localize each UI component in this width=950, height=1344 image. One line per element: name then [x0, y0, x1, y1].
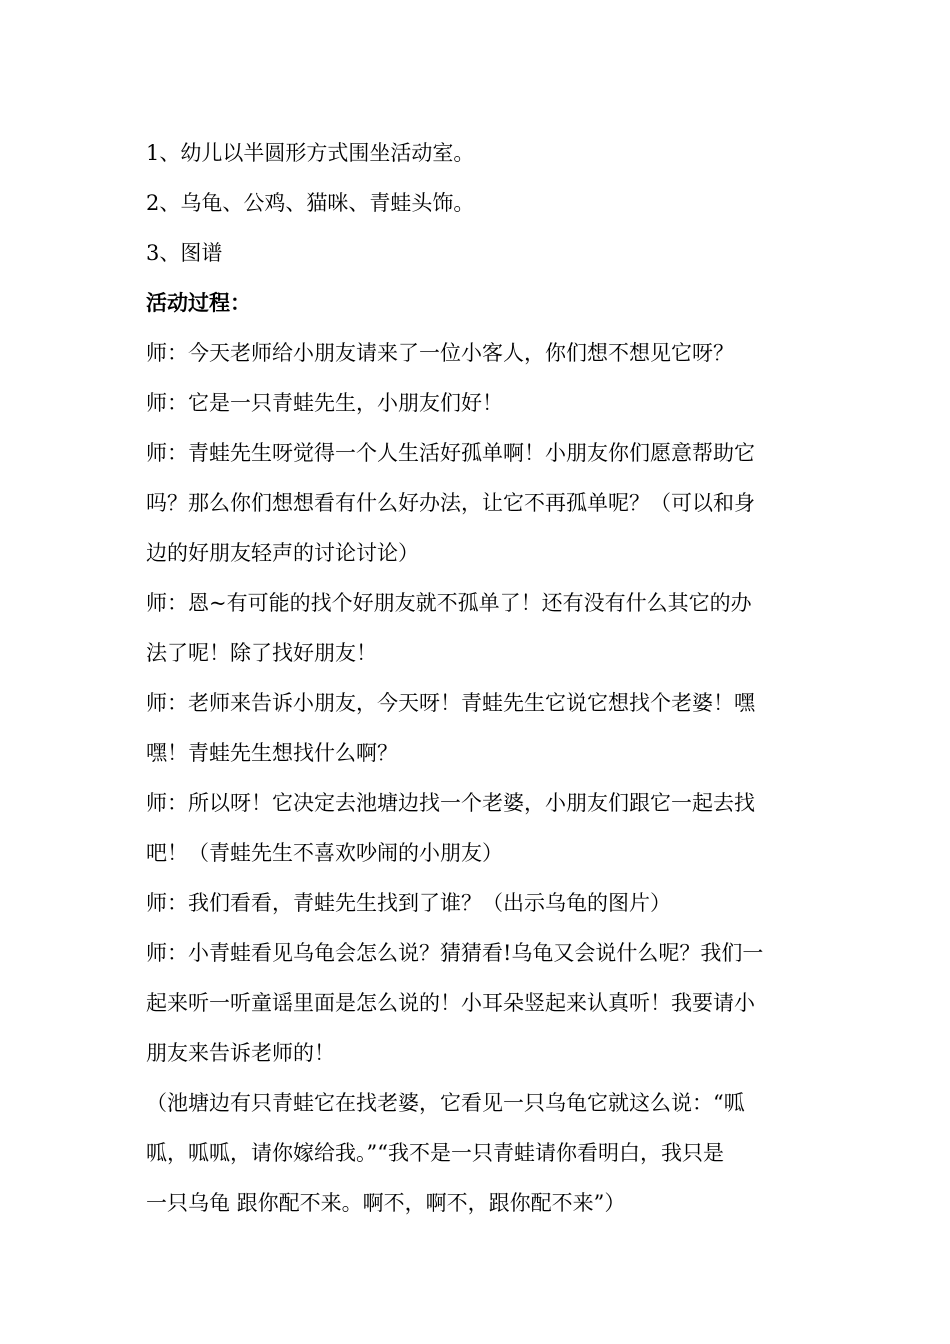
- paragraph-line: 吧！（青蛙先生不喜欢吵闹的小朋友）: [146, 841, 503, 865]
- paragraph-line: 边的好朋友轻声的讨论讨论）: [146, 541, 419, 565]
- paragraph-line: （池塘边有只青蛙它在找老婆，它看见一只乌龟它就这么说：“呱: [146, 1091, 745, 1115]
- material-item-3: 3、图谱: [146, 241, 223, 265]
- paragraph-line: 师：小青蛙看见乌龟会怎么说？猜猜看!乌龟又会说什么呢？我们一: [146, 941, 764, 965]
- paragraph-line: 呱，呱呱，请你嫁给我。”“我不是一只青蛙请你看明白，我只是: [146, 1141, 724, 1165]
- paragraph-line: 嘿！青蛙先生想找什么啊？: [146, 741, 398, 765]
- paragraph-line: 师：我们看看，青蛙先生找到了谁？（出示乌龟的图片）: [146, 891, 671, 915]
- document-page: [146, 128, 806, 1228]
- paragraph-line: 师：今天老师给小朋友请来了一位小客人，你们想不想见它呀？: [146, 341, 734, 365]
- paragraph-line: 一只乌龟 跟你配不来。啊不，啊不，跟你配不来”）: [146, 1191, 626, 1215]
- paragraph-line: 师：青蛙先生呀觉得一个人生活好孤单啊！小朋友你们愿意帮助它: [146, 441, 755, 465]
- paragraph-line: 法了呢！除了找好朋友！: [146, 641, 377, 665]
- paragraph-line: 起来听一听童谣里面是怎么说的！小耳朵竖起来认真听！我要请小: [146, 991, 755, 1015]
- paragraph-line: 吗？那么你们想想看有什么好办法，让它不再孤单呢？（可以和身: [146, 491, 755, 515]
- paragraph-line: 师：所以呀！它决定去池塘边找一个老婆，小朋友们跟它一起去找: [146, 791, 755, 815]
- material-item-2: 2、乌龟、公鸡、猫咪、青蛙头饰。: [146, 191, 475, 215]
- section-heading: 活动过程：: [146, 291, 251, 315]
- paragraph-line: 朋友来告诉老师的！: [146, 1041, 335, 1065]
- paragraph-line: 师：恩~有可能的找个好朋友就不孤单了！还有没有什么其它的办: [146, 591, 752, 615]
- material-item-1: 1、幼儿以半圆形方式围坐活动室。: [146, 141, 475, 165]
- paragraph-line: 师：老师来告诉小朋友，今天呀！青蛙先生它说它想找个老婆！嘿: [146, 691, 755, 715]
- paragraph-line: 师：它是一只青蛙先生，小朋友们好！: [146, 391, 503, 415]
